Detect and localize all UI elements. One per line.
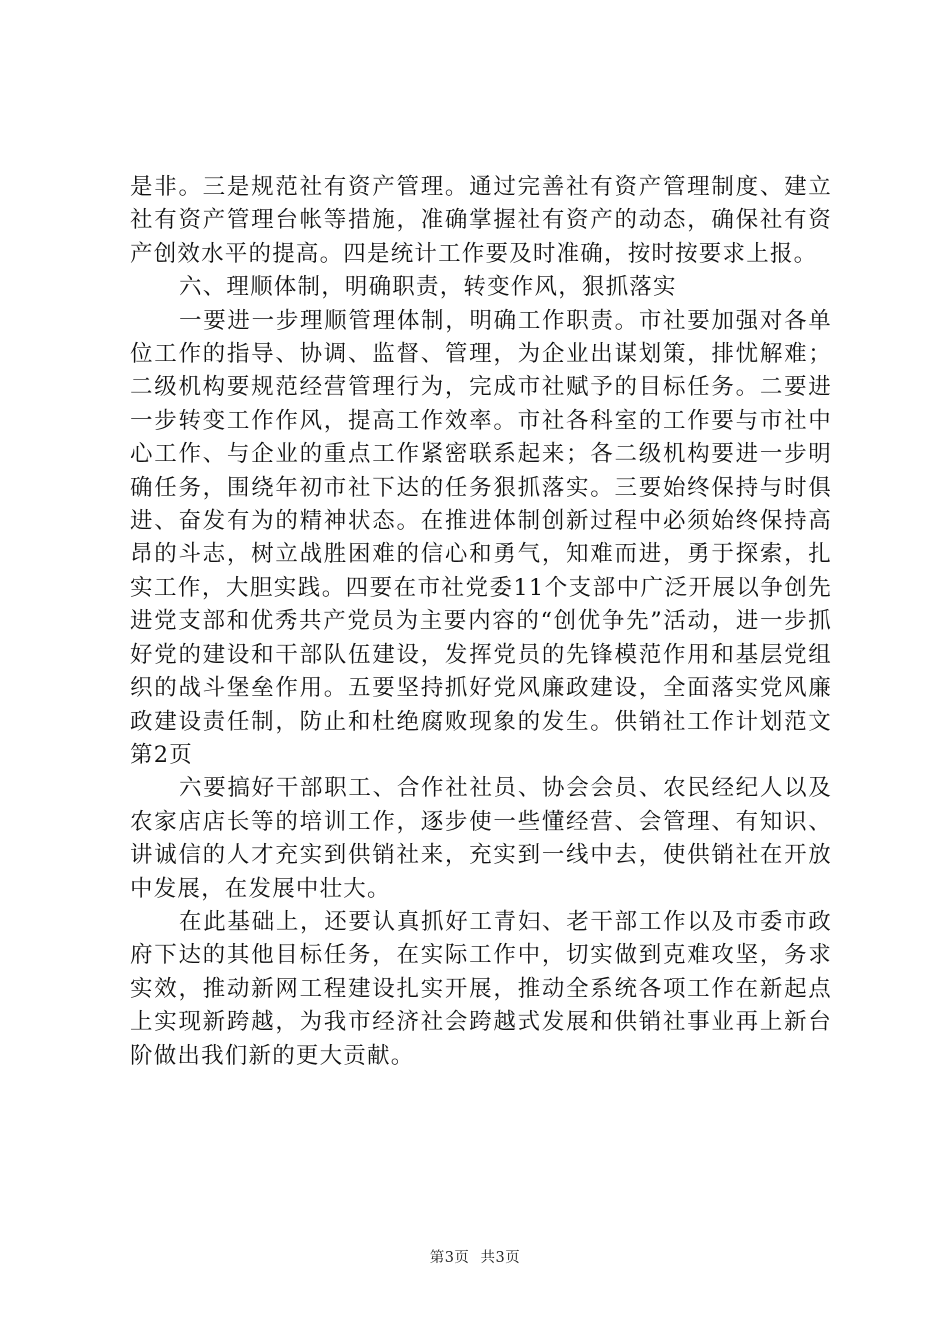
paragraph-continuation: 是非。三是规范社有资产管理。通过完善社有资产管理制度、建立社有资产管理台帐等措施，准确掌握社有资产的动态，确保社有资产创效水平的提高。四是统计工作要及时准确，按时按要求上报。 bbox=[130, 174, 832, 267]
page-number: 第3页 bbox=[429, 1250, 470, 1266]
section-heading: 六、理顺体制，明确职责，转变作风，狠抓落实 bbox=[179, 274, 677, 301]
paragraph: 一要进一步理顺管理体制，明确工作职责。市社要加强对各单位工作的指导、协调、监督、管理，为企业出谋划策，排忧解难；二级机构要规范经营管理行为，完成市社赋予的目标任务。二要进一步转变工作作风，提高工作效率。市社各科室的工作要与市社中心工作、与企业的重点工作紧密联系起来；各二级机构要进一步明确任务，围绕年初市社下达的任务狠抓落实。三要始终保持与时俱进、奋发有为的精神状态。在推进体制创新过程中必须始终保持高昂的斗志，树立战胜困难的信心和勇气，知难而进，勇于探索，扎实工作，大胆实践。四要在市社党委11个支部中广泛开展以争创先进党支部和优秀共产党员为主要内容的“创优争先”活动，进一步抓好党的建设和干部队伍建设，发挥党员的先锋模范作用和基层党组织的战斗堡垒作用。五要坚持抓好党风廉政建设，全面落实党风廉政建设责任制，防止和杜绝腐败现象的发生。供销社工作计划范文第2页 bbox=[130, 307, 832, 768]
page-total: 共3页 bbox=[480, 1250, 521, 1266]
paragraph: 在此基础上，还要认真抓好工青妇、老干部工作以及市委市政府下达的其他目标任务，在实际工作中，切实做到克难攻坚，务求实效，推动新网工程建设扎实开展，推动全系统各项工作在新起点上实现新跨越，为我市经济社会跨越式发展和供销社事业再上新台阶做出我们新的更大贡献。 bbox=[130, 908, 832, 1069]
document-body bbox=[130, 171, 832, 1073]
page-footer bbox=[0, 1246, 950, 1267]
paragraph: 六要搞好干部职工、合作社社员、协会会员、农民经纪人以及农家店店长等的培训工作，逐步使一些懂经营、会管理、有知识、讲诚信的人才充实到供销社来，充实到一线中去，使供销社在开放中发展，在发展中壮大。 bbox=[130, 775, 832, 902]
